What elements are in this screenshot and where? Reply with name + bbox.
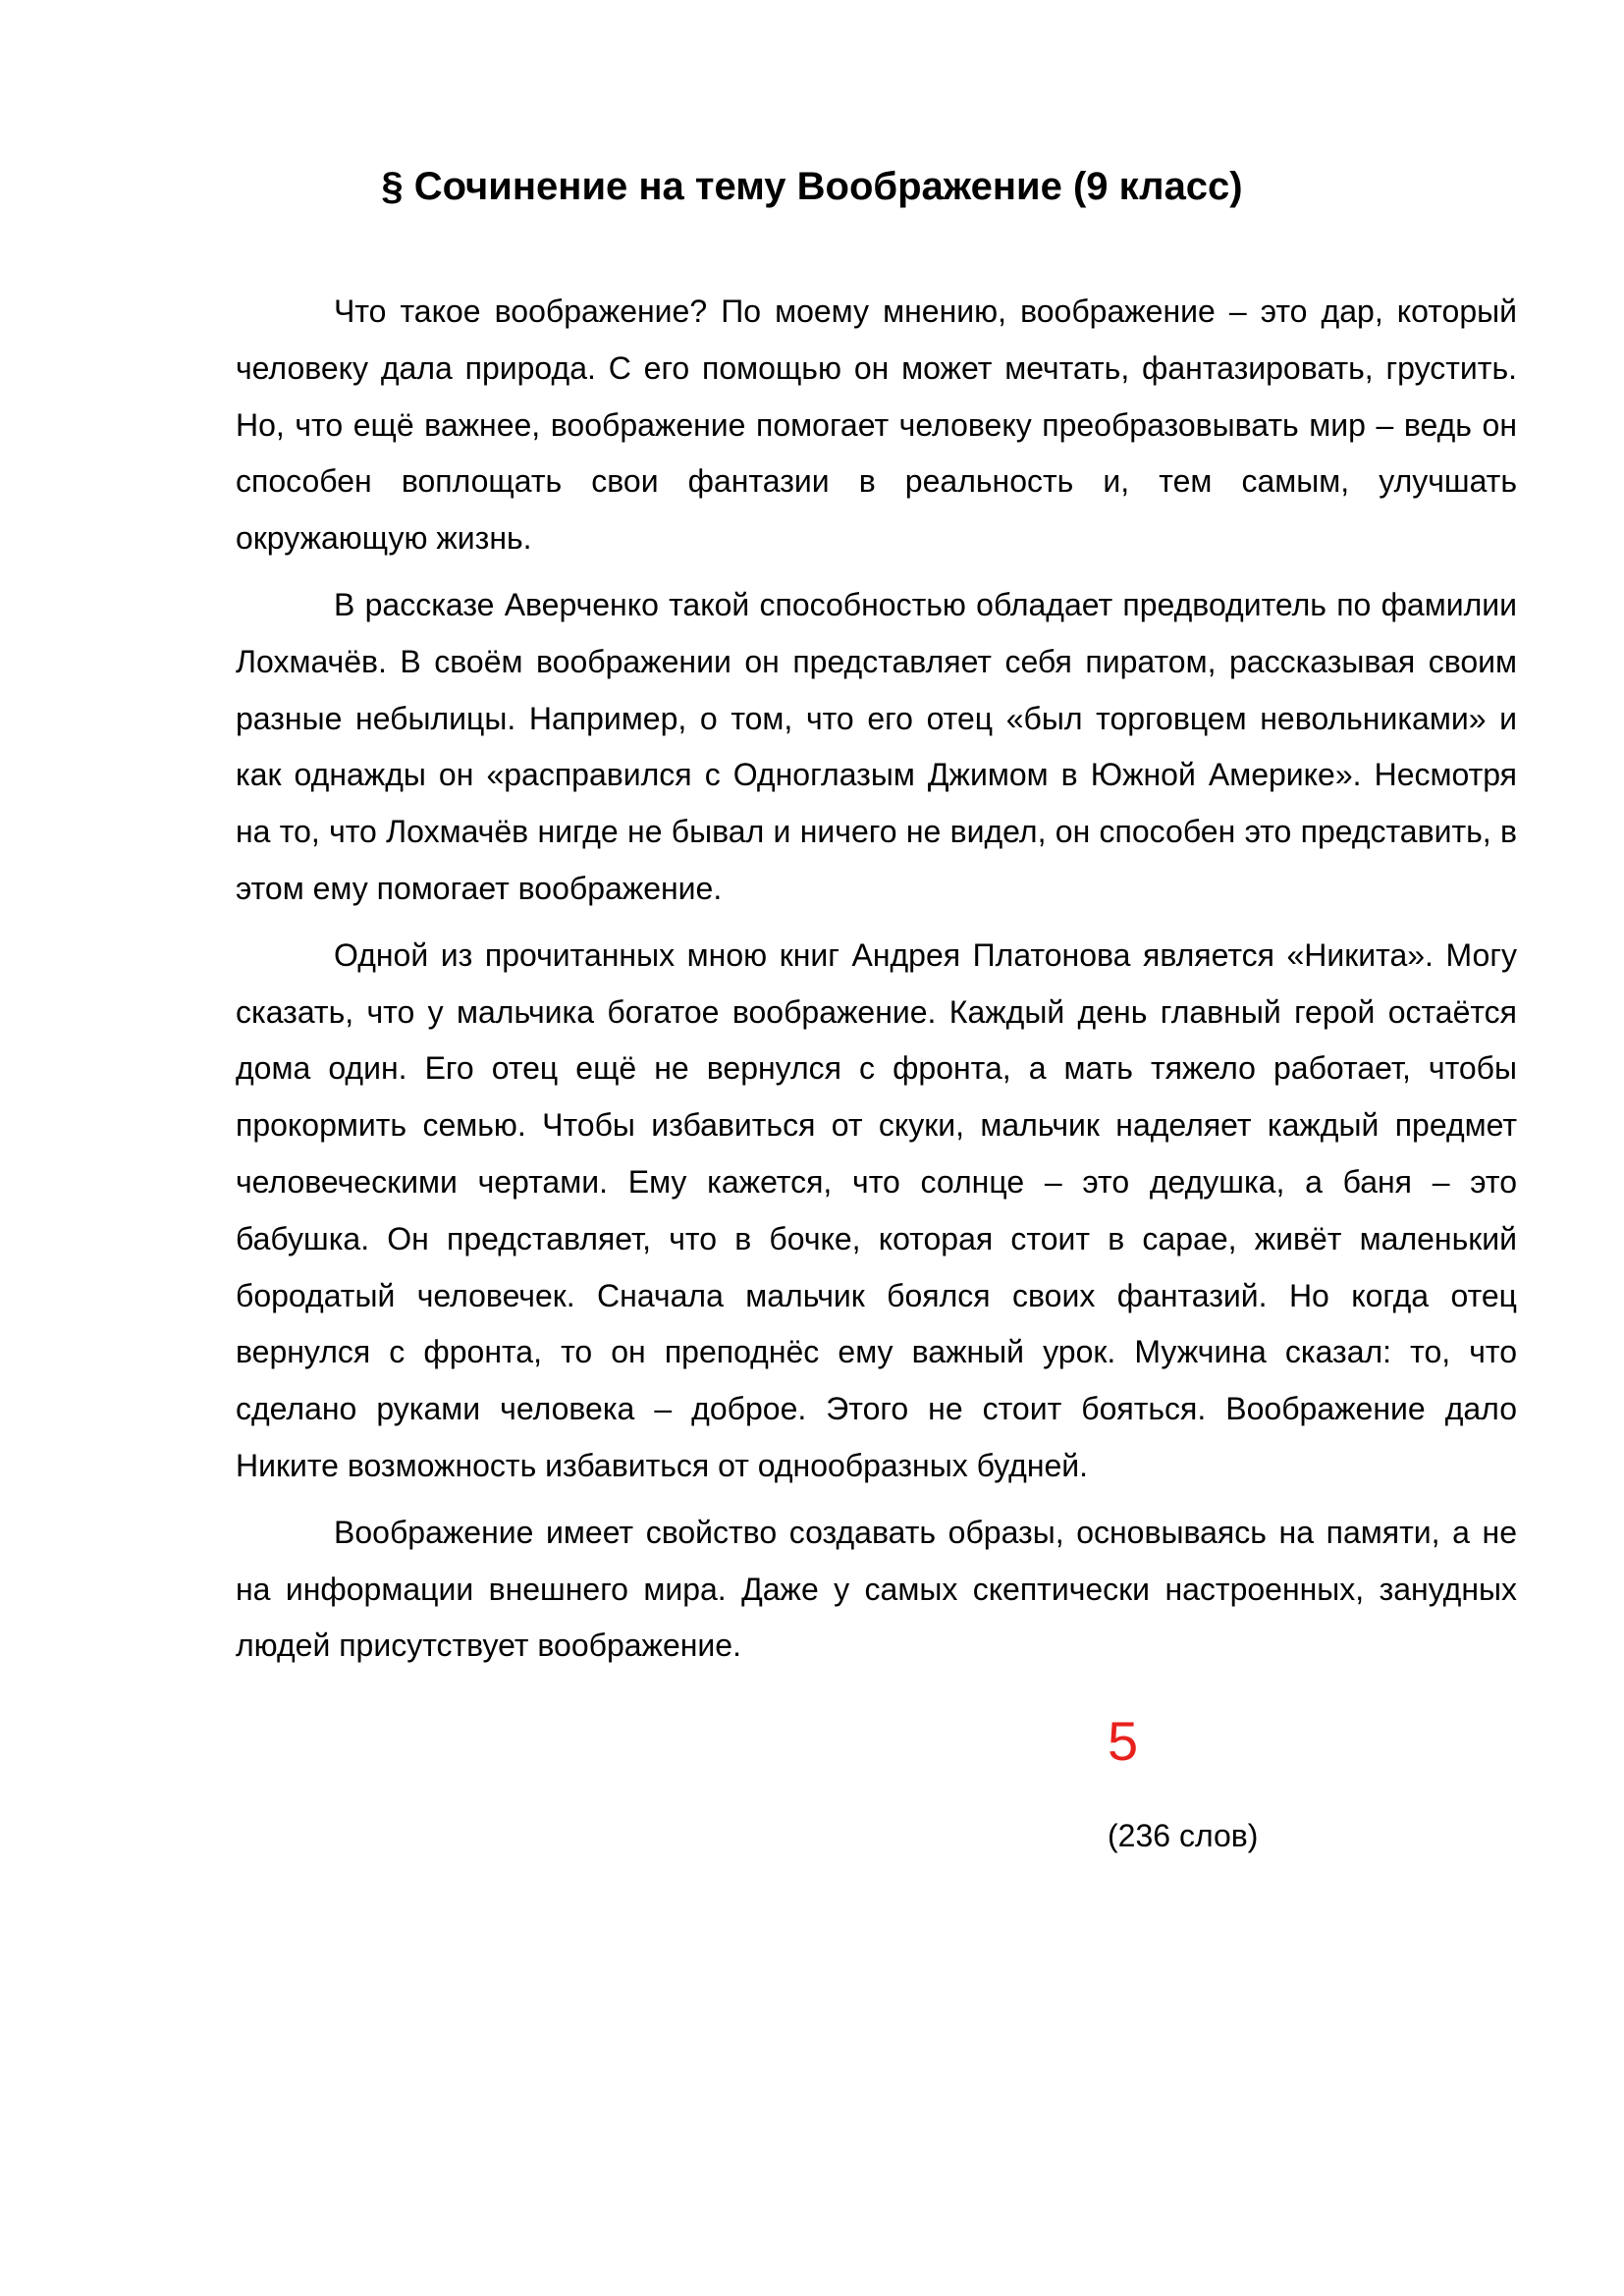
grade-mark: 5: [1108, 1710, 1139, 1772]
essay-body: [236, 284, 1517, 1684]
paragraph-2: В рассказе Аверченко такой способностью обладает предводитель по фамилии Лохмачёв. В своём воображении он представляет себя пиратом, рассказывая своим разные небылицы. Например, о том, что его отец «был торговцем невольниками» и как однажды он «расправился с Одноглазым Джимом в Южной Америке». Несмотря на то, что Лохмачёв нигде не бывал и ничего не видел, он способен это представить, в этом ему помогает воображение.: [236, 586, 1517, 906]
paragraph-3: Одной из прочитанных мною книг Андрея Платонова является «Никита». Могу сказать, что у мальчика богатое воображение. Каждый день главный герой остаётся дома один. Его отец ещё не вернулся с фронта, а мать тяжело работает, чтобы прокормить семью. Чтобы избавиться от скуки, мальчик наделяет каждый предмет человеческими чертами. Ему кажется, что солнце – это дедушка, а баня – это бабушка. Он представляет, что в бочке, которая стоит в сарае, живёт маленький бородатый человечек. Сначала мальчик боялся своих фантазий. Но когда отец вернулся с фронта, то он преподнёс ему важный урок. Мужчина сказал: то, что сделано руками человека – доброе. Этого не стоит бояться. Воображение дало Никите возможность избавиться от однообразных будней.: [236, 936, 1517, 1483]
paragraph-1: Что такое воображение? По моему мнению, воображение – это дар, который человеку дала природа. С его помощью он может мечтать, фантазировать, грустить. Но, что ещё важнее, воображение помогает человеку преобразовывать мир – ведь он способен воплощать свои фантазии в реальность и, тем самым, улучшать окружающую жизнь.: [236, 294, 1517, 557]
page-title: § Сочинение на тему Воображение (9 класс): [381, 165, 1243, 208]
paragraph-4: Воображение имеет свойство создавать образы, основываясь на памяти, а не на информации внешнего мира. Даже у самых скептически настроенных, занудных людей присутствует воображение.: [236, 1514, 1517, 1664]
word-count: (236 слов): [1108, 1818, 1259, 1853]
